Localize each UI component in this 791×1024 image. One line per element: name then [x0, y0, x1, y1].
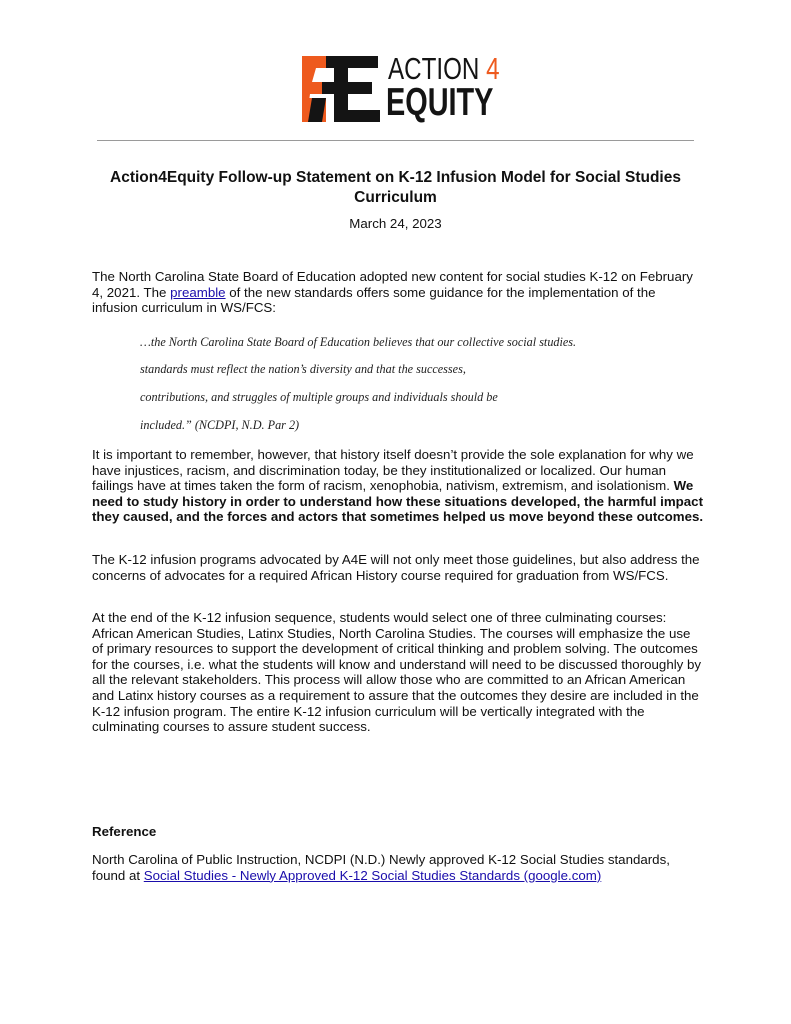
history-emphasis: We need to study history in order to understand how these situations developed, the harmful impact they caused, and the forces and actors that sometimes helped us move beyond these outcomes. [92, 478, 704, 525]
document-date: March 24, 2023 [349, 216, 442, 231]
header-divider [97, 140, 694, 141]
quote-line: included.” (NCDPI, N.D. Par 2) [140, 418, 300, 432]
quote-line: …the North Carolina State Board of Education believes that our collective social studies. [140, 335, 577, 349]
intro-paragraph: The North Carolina State Board of Education adopted new content for social studies K-12 on February 4, 2021. The preamble of the new standards offers some guidance for the implementation of the infusion curriculum in WS/FCS: [92, 269, 693, 316]
preamble-link[interactable]: preamble [170, 284, 226, 300]
history-paragraph: It is important to remember, however, that history itself doesn’t provide the sole explanation for why we have injustices, racism, and discrimination today, be they institutionalized or localized. Our human failings have at times taken the form of racism, xenophobia, nativism, extremism, and isolationism. We need to study history in order to understand how these situations developed, the harmful impact they caused, and the forces and actors that sometimes helped us move beyond these outcomes. [92, 447, 704, 525]
logo-word-equity: EQUITY [386, 81, 494, 124]
a4e-monogram-icon [302, 52, 382, 122]
quote-line: contributions, and struggles of multiple groups and individuals should be [140, 390, 498, 404]
document-title: Action4Equity Follow-up Statement on K-12 Infusion Model for Social Studies Curriculum [110, 169, 681, 206]
logo-word-action: ACTION 4 [388, 51, 500, 86]
infusion-paragraph: The K-12 infusion programs advocated by A4E will not only meet those guidelines, but also address the concerns of advocates for a required African History course required for graduation from WS/FCS. [92, 552, 700, 583]
action4equity-logo [302, 51, 500, 124]
culminating-courses-paragraph: At the end of the K-12 infusion sequence, students would select one of three culminating courses: African American Studies, Latinx Studies, North Carolina Studies. The courses will emphasize the use of primary resources to support the development of critical thinking and problem solving. The outcomes for the courses, i.e. what the students will know and understand will need to be discussed thoroughly by all the relevant stakeholders. This process will allow those who are committed to an African American and Latinx history courses as a requirement to assure that the outcomes they desire are included in the K-12 infusion program. The entire K-12 infusion curriculum will be vertically integrated with the culminating courses to assure student success. [92, 610, 702, 735]
quote-line: standards must reflect the nation’s diversity and that the successes, [140, 362, 466, 376]
standards-link[interactable]: Social Studies - Newly Approved K-12 Social Studies Standards (google.com) [143, 867, 602, 883]
logo-number-4: 4 [486, 51, 500, 86]
reference-text: North Carolina of Public Instruction, NCDPI (N.D.) Newly approved K-12 Social Studies standards, found at Social Studies - Newly Approved K-12 Social Studies Standards (google.com) [92, 852, 670, 883]
reference-heading: Reference [92, 824, 157, 839]
